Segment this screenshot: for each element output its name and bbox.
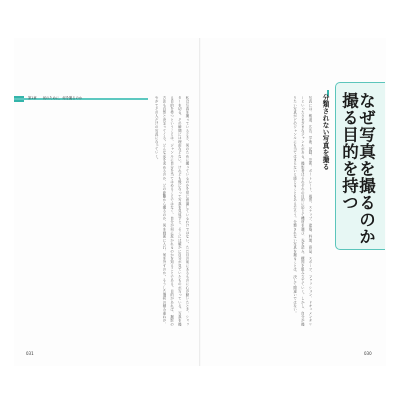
right-page-body-text: 写真には、報道、広告、学術、記録、芸術、ポートレート、風景、スナップ、建築、料理、商品、スポーツ、ファッション、ドキュメンタリーといったさまざまなジャンルがある。撮影者はそれぞれの目的に応じて機材を選び、光を読み、構図を組み立てていく。しかし、自分が撮りたい写真がどのジャンルにも当てはまらないと感じることもあるだろう。分類されない写真を撮ることは、決して間違いではない。 <box>292 96 312 326</box>
subheading: 分類されない写真を撮る <box>321 94 329 170</box>
folio-right: 030 <box>364 351 372 356</box>
page-gutter <box>199 38 201 366</box>
page-title-line-1: なぜ写真を撮るのか <box>356 92 376 245</box>
left-page-body-text: 私は写真を撮っているとき、何のために撮っているのかを常に意識しているわけではない。ただ目の前にあるものに心が動いたとき、シャッターを切る。その瞬間には理由などない。けれども後になって写真を見返すと、そこには確かに自分が見ていたものが写っている。写真を撮る目的を持つということは、ジャンルに自分を当てはめることではなく、自分が何に惹かれるのかを知ることである。目的があれば、撮影の方法も自然と決まってくる。どんな光を求めるのか、どの距離から撮るのか、何を画面に入れ、何を外すのか。そうした選択の積み重ねが、やがてその人だけの写真になっていく。 <box>154 96 189 326</box>
folio-left: 031 <box>26 351 34 356</box>
page-title-line-2: 撮る目的を持つ <box>339 92 359 211</box>
running-head-chapter: 第1章 <box>28 96 37 100</box>
running-head-section: 何のために、何を撮るのか <box>42 96 83 100</box>
